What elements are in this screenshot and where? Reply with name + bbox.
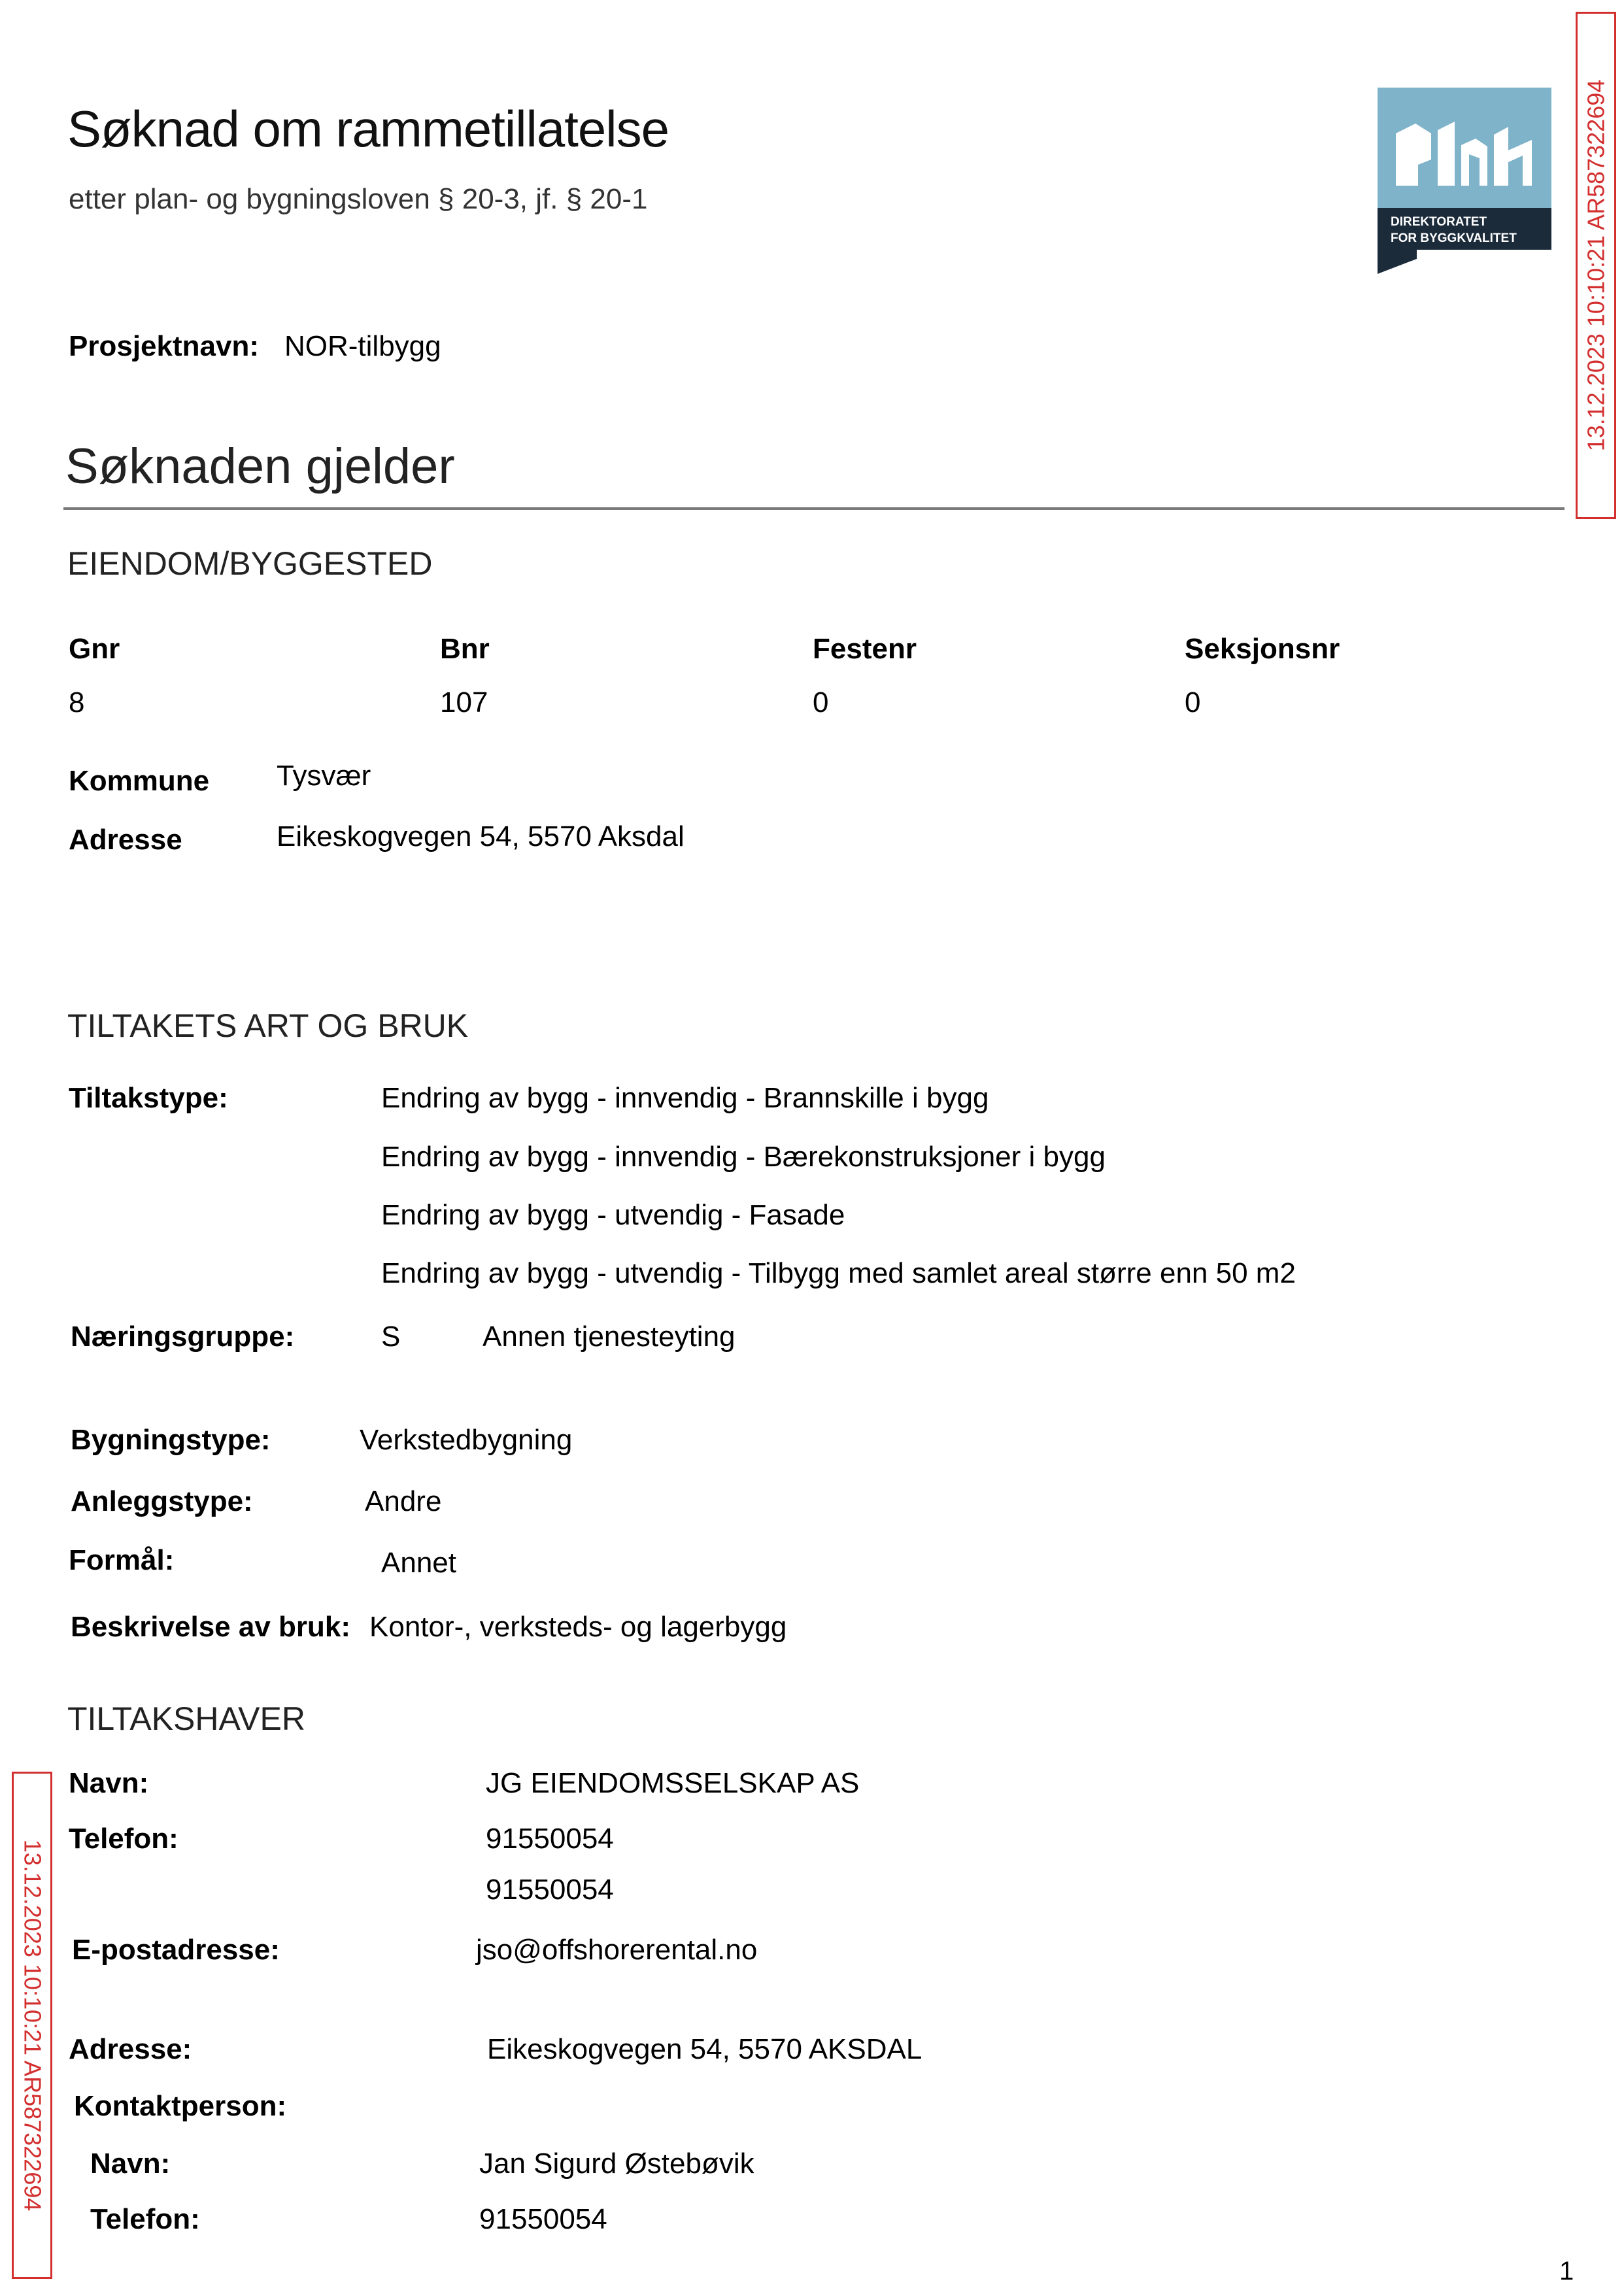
epost-value: jso@offshorerental.no [476,1934,758,1966]
kontakt-telefon-value: 91550054 [479,2203,607,2235]
gnr-label: Gnr [69,633,120,665]
kontakt-navn-label: Navn: [90,2148,171,2180]
bnr-value: 107 [440,686,488,718]
kontakt-navn-value: Jan Sigurd Østebøvik [479,2148,754,2180]
tiltakshaver-heading: TILTAKSHAVER [67,1700,305,1737]
naeringsgruppe-label: Næringsgruppe: [71,1321,295,1353]
logo-text-line1: DIREKTORATET [1391,215,1487,229]
tiltakstype-item: Endring av bygg - utvendig - Fasade [381,1199,845,1231]
kontaktperson-label: Kontaktperson: [74,2090,287,2122]
bygningstype-label: Bygningstype: [71,1424,271,1456]
tiltakstype-label: Tiltakstype: [69,1082,228,1114]
anleggstype-value: Andre [365,1485,442,1517]
received-stamp-left: 13.12.2023 10:10:21 AR587322694 [12,1772,52,2279]
festenr-label: Festenr [813,633,917,665]
gnr-value: 8 [69,686,85,718]
tiltakstype-item: Endring av bygg - innvendig - Brannskille i bygg [381,1082,989,1114]
kommune-value: Tysvær [277,760,371,792]
formal-label: Formål: [69,1544,175,1576]
kommune-label: Kommune [69,765,210,797]
tiltakstype-item: Endring av bygg - utvendig - Tilbygg med samlet areal større enn 50 m2 [381,1257,1296,1289]
property-heading: EIENDOM/BYGGESTED [67,545,433,582]
formal-value: Annet [381,1547,456,1579]
festenr-value: 0 [813,686,829,718]
page-number: 1 [1559,2257,1574,2286]
anleggstype-label: Anleggstype: [71,1485,253,1517]
beskrivelse-value: Kontor-, verksteds- og lagerbygg [369,1611,787,1643]
beskrivelse-label: Beskrivelse av bruk: [71,1611,351,1643]
adresse-label: Adresse [69,824,182,856]
adresse-value: Eikeskogvegen 54, 5570 Aksdal [277,820,685,852]
logo-text-line2: FOR BYGGKVALITET [1391,231,1517,245]
seksjonsnr-label: Seksjonsnr [1185,633,1340,665]
project-label: Prosjektnavn: [69,330,259,362]
bygningstype-value: Verkstedbygning [360,1424,573,1456]
kontakt-telefon-label: Telefon: [90,2203,200,2235]
tiltak-heading: TILTAKETS ART OG BRUK [67,1007,469,1044]
tiltakshaver-telefon-label: Telefon: [69,1823,178,1855]
tiltakstype-item: Endring av bygg - innvendig - Bærekonstruksjoner i bygg [381,1141,1106,1173]
section-divider [63,507,1565,510]
naeringsgruppe-value: Annen tjenesteyting [482,1321,736,1353]
tiltakshaver-adresse-value: Eikeskogvegen 54, 5570 AKSDAL [487,2033,922,2065]
project-value: NOR-tilbygg [284,330,441,362]
epost-label: E-postadresse: [72,1934,280,1966]
tiltakshaver-telefon-value: 91550054 [486,1874,614,1906]
dibk-logo [1378,88,1551,274]
tiltakshaver-navn-value: JG EIENDOMSSELSKAP AS [486,1767,860,1799]
seksjonsnr-value: 0 [1185,686,1201,718]
naeringsgruppe-code: S [381,1321,401,1353]
document-subtitle: etter plan- og bygningsloven § 20-3, jf. § 20-1 [69,183,648,215]
received-stamp-top: 13.12.2023 10:10:21 AR587322694 [1576,12,1616,519]
bnr-label: Bnr [440,633,490,665]
tiltakshaver-telefon-value: 91550054 [486,1823,614,1855]
section-title: Søknaden gjelder [65,439,455,494]
tiltakshaver-adresse-label: Adresse: [69,2033,192,2065]
document-title: Søknad om rammetillatelse [67,100,669,158]
tiltakshaver-navn-label: Navn: [69,1767,149,1799]
